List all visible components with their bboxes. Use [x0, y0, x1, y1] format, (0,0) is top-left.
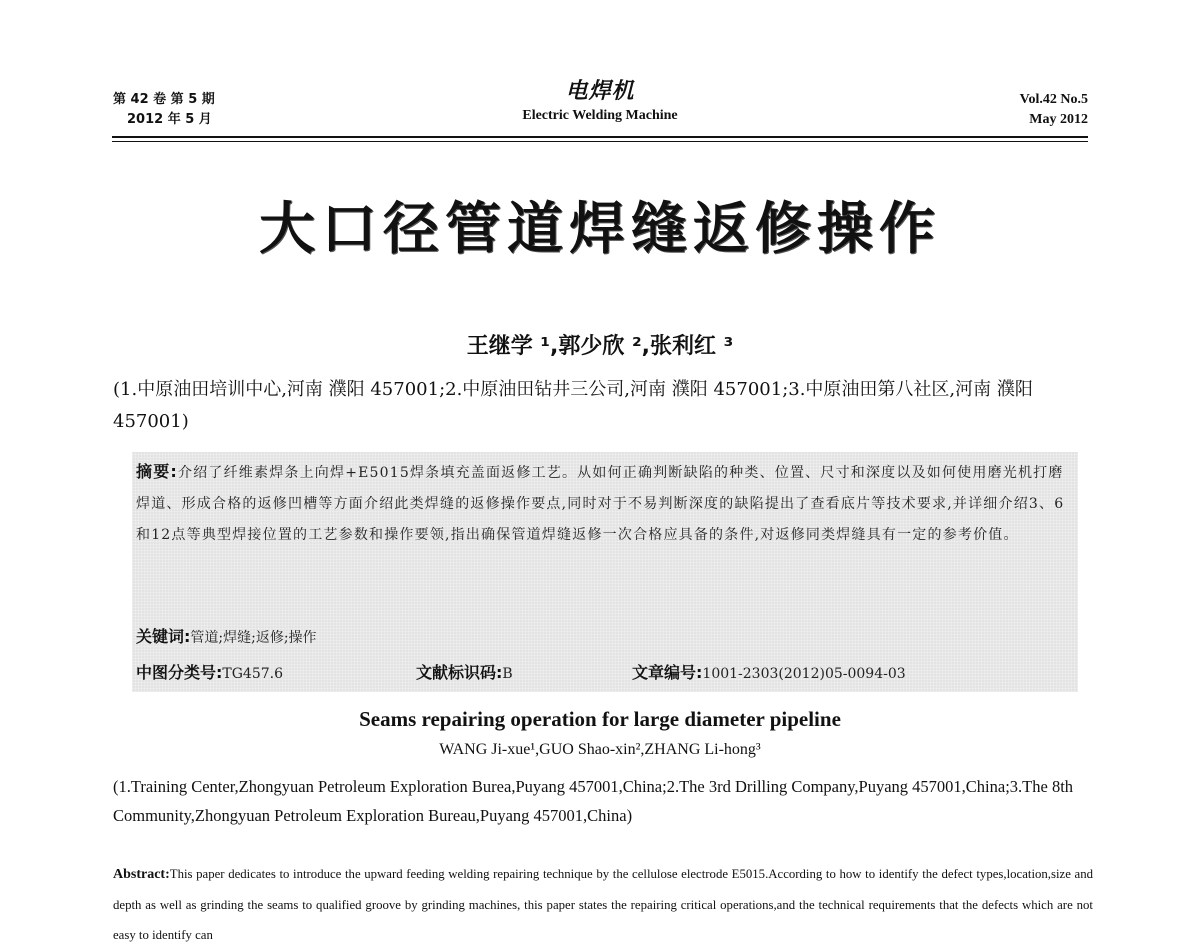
abstract-en-text: This paper dedicates to introduce the upward feeding welding repairing technique by the cellulose electrode E5015.According to how to identify the defect types,location,size and depth as well as grinding the seams to qualified groove by grinding machines, this paper states the repairing critical operations,and the technical requirements that the defects which are not easy to identify can [113, 867, 1093, 942]
header-rule-thick [112, 136, 1088, 138]
clc-label: 中图分类号: [136, 663, 223, 682]
abstract-en [113, 859, 1093, 950]
abstract-en-label: Abstract: [113, 867, 170, 882]
affiliation-cn: (1.中原油田培训中心,河南 濮阳 457001;2.中原油田钻井三公司,河南 濮阳 457001;3.中原油田第八社区,河南 濮阳 457001) [113, 379, 1033, 432]
paper-title-cn: 大口径管道焊缝返修操作 [259, 197, 941, 262]
abstract-cn [136, 456, 1074, 551]
header-rule-thin [112, 141, 1088, 142]
authors-cn: 王继学 ¹,郭少欣 ²,张利红 ³ [466, 334, 734, 359]
header-right [1020, 90, 1088, 130]
affiliation-en: (1.Training Center,Zhongyuan Petroleum Exploration Burea,Puyang 457001,China;2.The 3rd Drilling Company,Puyang 457001,China;3.The 8th Community,Zhongyuan Petroleum Exploration Bureau,Puyang 457001,China) [113, 777, 1074, 825]
document-code [416, 658, 513, 689]
keywords-cn-label: 关键词: [136, 627, 191, 646]
authors-en: WANG Ji-xue¹,GUO Shao-xin²,ZHANG Li-hong³ [439, 741, 761, 758]
volume-cn: 第 42 卷 第 5 期 [113, 92, 215, 107]
clc-value: TG457.6 [222, 666, 284, 682]
art-value: 1001-2303(2012)05-0094-03 [702, 666, 906, 682]
keywords-cn-text: 管道;焊缝;返修;操作 [190, 630, 317, 646]
doc-value: B [502, 666, 513, 682]
date-cn: 2012 年 5 月 [127, 112, 212, 127]
abstract-cn-text: 介绍了纤维素焊条上向焊+E5015焊条填充盖面返修工艺。从如何正确判断缺陷的种类、位置、尺寸和深度以及如何使用磨光机打磨焊道、形成合格的返修凹槽等方面介绍此类焊缝的返修操作要点,同时对于不易判断深度的缺陷提出了查看底片等技术要求,并详细介绍3、6和12点等典型焊接位置的工艺参数和操作要领,指出确保管道焊缝返修一次合格应具备的条件,对返修同类焊缝具有一定的参考价值。 [136, 465, 1065, 543]
keywords-cn [136, 624, 1074, 651]
art-label: 文章编号: [632, 663, 703, 682]
doc-label: 文献标识码: [416, 663, 503, 682]
abstract-cn-label: 摘要: [136, 462, 178, 481]
classification-line [136, 658, 1074, 688]
journal-name-en: Electric Welding Machine [522, 108, 678, 123]
clc-code [136, 658, 283, 689]
article-number [632, 658, 906, 689]
volume-en: Vol.42 No.5 [1019, 92, 1088, 107]
paper-title-en: Seams repairing operation for large diameter pipeline [359, 707, 841, 731]
journal-logo: 电焊机 [565, 78, 635, 104]
date-en: May 2012 [1029, 112, 1088, 127]
